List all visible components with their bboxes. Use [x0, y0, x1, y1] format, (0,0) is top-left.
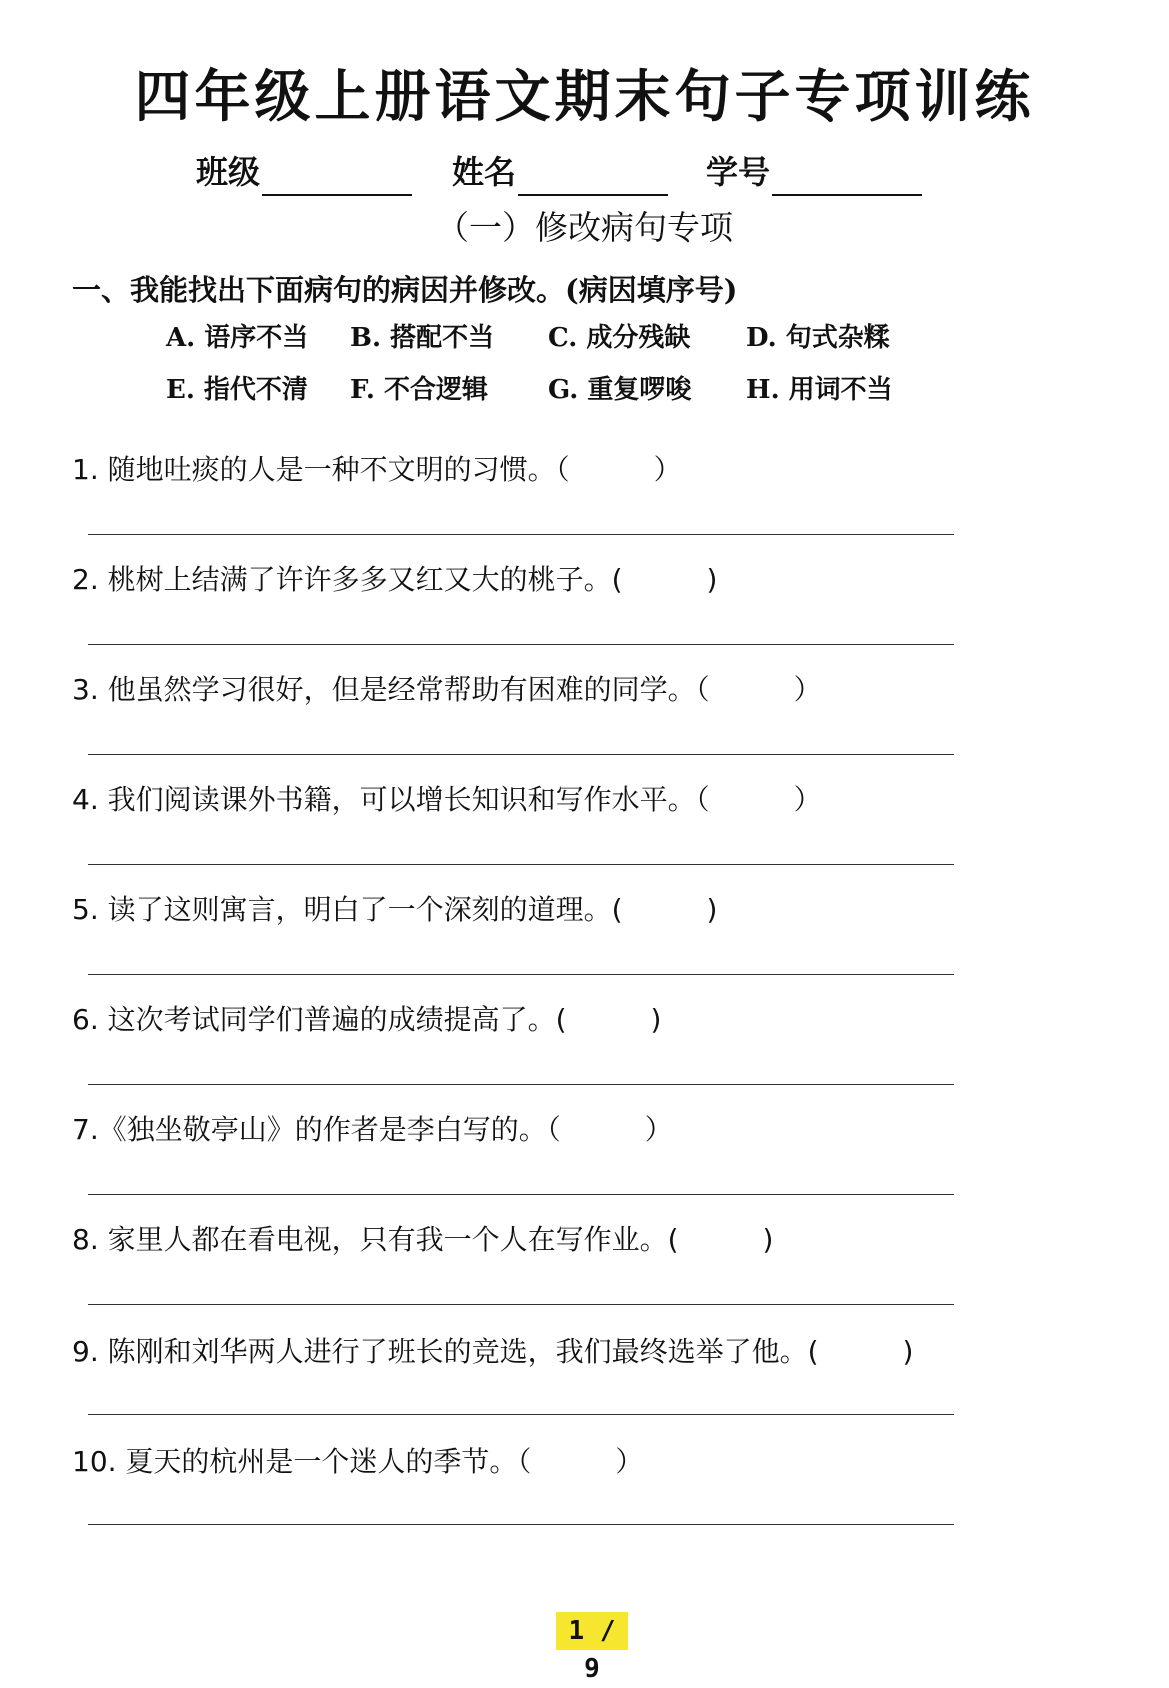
question-10: 10. 夏天的杭州是一个迷人的季节。（ ）	[72, 1445, 644, 1478]
answer-line-6[interactable]	[88, 1084, 954, 1085]
answer-line-5[interactable]	[88, 974, 954, 975]
student-id-field	[706, 148, 922, 196]
student-id-blank[interactable]	[772, 158, 922, 196]
question-5: 5. 读了这则寓言，明白了一个深刻的道理。( )	[72, 893, 718, 926]
option-h: H. 用词不当	[746, 375, 893, 405]
student-id-label: 学号	[706, 153, 771, 191]
student-info-row	[0, 148, 1169, 196]
question-2: 2. 桃树上结满了许许多多又红又大的桃子。( )	[72, 563, 718, 596]
answer-line-1[interactable]	[88, 534, 954, 535]
answer-line-10[interactable]	[88, 1524, 954, 1525]
option-d: D. 句式杂糅	[746, 323, 890, 353]
class-field	[196, 148, 412, 196]
question-3: 3. 他虽然学习很好，但是经常帮助有困难的同学。（ ）	[72, 673, 822, 706]
question-6: 6. 这次考试同学们普遍的成绩提高了。( )	[72, 1003, 662, 1036]
option-a: A. 语序不当	[166, 323, 309, 353]
question-4: 4. 我们阅读课外书籍，可以增长知识和写作水平。（ ）	[72, 783, 822, 816]
answer-line-4[interactable]	[88, 864, 954, 865]
name-field	[452, 148, 668, 196]
section-subtitle: （一）修改病句专项	[436, 208, 733, 247]
page-title: 四年级上册语文期末句子专项训练	[134, 64, 1035, 130]
name-label: 姓名	[452, 153, 517, 191]
class-blank[interactable]	[262, 158, 412, 196]
answer-line-9[interactable]	[88, 1414, 954, 1415]
question-7: 7.《独坐敬亭山》的作者是李白写的。（ ）	[72, 1113, 673, 1146]
answer-line-8[interactable]	[88, 1304, 954, 1305]
page-indicator: 1 / 9	[556, 1612, 628, 1650]
answer-line-3[interactable]	[88, 754, 954, 755]
option-f: F. 不合逻辑	[350, 375, 488, 405]
option-e: E. 指代不清	[166, 375, 308, 405]
question-1: 1. 随地吐痰的人是一种不文明的习惯。（ ）	[72, 453, 682, 486]
answer-line-2[interactable]	[88, 644, 954, 645]
class-label: 班级	[196, 153, 261, 191]
option-b: B. 搭配不当	[350, 323, 495, 353]
option-g: G. 重复啰唆	[548, 375, 692, 405]
question-9: 9. 陈刚和刘华两人进行了班长的竞选，我们最终选举了他。( )	[72, 1335, 914, 1368]
name-blank[interactable]	[518, 158, 668, 196]
question-8: 8. 家里人都在看电视，只有我一个人在写作业。( )	[72, 1223, 774, 1256]
instruction-text: 一、我能找出下面病句的病因并修改。(病因填序号)	[72, 273, 738, 307]
option-c: C. 成分残缺	[548, 323, 691, 353]
answer-line-7[interactable]	[88, 1194, 954, 1195]
